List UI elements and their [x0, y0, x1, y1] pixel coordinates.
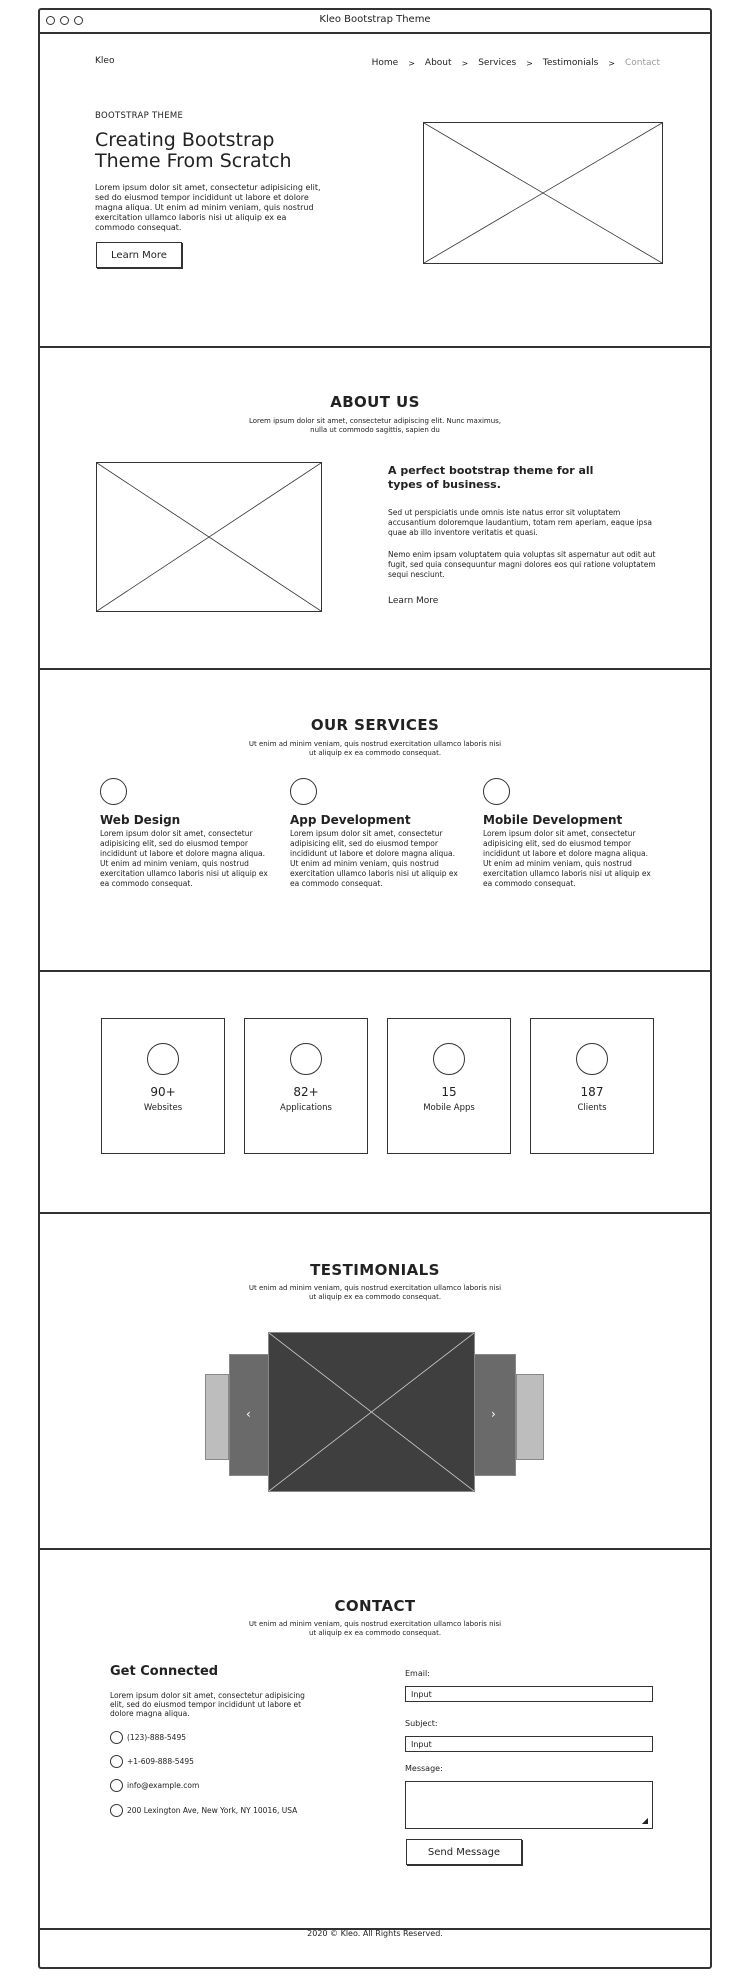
send-message-button[interactable]: Send Message [406, 1839, 522, 1865]
hero-title: Creating Bootstrap Theme From Scratch [95, 129, 292, 172]
stat-icon [433, 1043, 465, 1075]
nav-separator: > [461, 58, 469, 68]
service-web-design [100, 778, 280, 889]
window-titlebar [40, 10, 710, 34]
about-subtitle [40, 417, 710, 435]
chevron-left-icon[interactable]: ‹ [246, 1407, 251, 1421]
stat-value: 187 [580, 1085, 604, 1099]
about-heading: A perfect bootstrap theme for all types of business. [388, 464, 594, 491]
testimonials-subtitle [40, 1284, 710, 1302]
contact-subtitle [40, 1620, 710, 1638]
service-icon [290, 778, 317, 805]
phone-icon [110, 1755, 123, 1768]
stat-label: Applications [280, 1103, 332, 1113]
service-icon [483, 778, 510, 805]
contact-detail: (123)-888-5495 [127, 1733, 186, 1742]
about-title: ABOUT US [330, 393, 420, 411]
stat-label: Mobile Apps [423, 1103, 475, 1113]
testimonials-subtitle-text: Ut enim ad minim veniam, quis nostrud exercitation ullamco laboris nisi ut aliquip ex ea commodo consequat. [248, 1284, 502, 1301]
main-nav [372, 58, 660, 68]
contact-phone-2 [110, 1755, 194, 1768]
service-text: Lorem ipsum dolor sit amet, consectetur adipisicing elit, sed do eiusmod tempor incididunt ut labore et dolore magna aliqua. Ut enim ad minim veniam, quis nostrud exercitation ullamco laboris nisi ut aliquip ex ea commodo consequat. [483, 829, 651, 888]
carousel-prev-slide[interactable] [229, 1354, 269, 1476]
contact-email [110, 1779, 199, 1792]
phone-icon [110, 1731, 123, 1744]
mail-icon [110, 1779, 123, 1792]
email-label: Email: [405, 1669, 430, 1678]
contact-title: CONTACT [334, 1597, 416, 1615]
hero-eyebrow: BOOTSTRAP THEME [95, 111, 184, 121]
footer-copyright: 2020 © Kleo. All Rights Reserved. [307, 1929, 443, 1938]
nav-item-services[interactable]: Services [478, 58, 517, 68]
hero-image-placeholder [423, 122, 663, 264]
hero-text: Lorem ipsum dolor sit amet, consectetur adipisicing elit, sed do eiusmod tempor incididunt ut labore et dolore magna aliqua. Ut enim ad minim veniam, quis nostrud exercitation ullamco laboris nisi ut aliquip ex ea commodo consequat. [95, 183, 321, 232]
testimonials-section [40, 1214, 710, 1550]
service-text: Lorem ipsum dolor sit amet, consectetur adipisicing elit, sed do eiusmod tempor incididunt ut labore et dolore magna aliqua. Ut enim ad minim veniam, quis nostrud exercitation ullamco laboris nisi ut aliquip ex ea commodo consequat. [100, 829, 268, 888]
browser-window [38, 8, 712, 1969]
get-connected-title: Get Connected [110, 1664, 219, 1679]
message-label: Message: [405, 1764, 443, 1773]
carousel-card-far-left [205, 1374, 229, 1460]
stat-card-applications [244, 1018, 368, 1154]
stat-card-mobile-apps [387, 1018, 511, 1154]
brand-logo[interactable]: Kleo [95, 56, 115, 66]
stat-card-websites [101, 1018, 225, 1154]
nav-separator: > [526, 58, 533, 68]
carousel-card-far-right [516, 1374, 544, 1460]
service-title: Web Design [100, 813, 181, 827]
contact-address [110, 1804, 297, 1817]
stat-icon [576, 1043, 608, 1075]
testimonials-title: TESTIMONIALS [310, 1261, 440, 1279]
learn-more-button[interactable]: Learn More [96, 242, 182, 268]
services-subtitle-text: Ut enim ad minim veniam, quis nostrud exercitation ullamco laboris nisi ut aliquip ex ea commodo consequat. [248, 740, 502, 757]
services-subtitle [40, 740, 710, 758]
subject-label: Subject: [405, 1719, 438, 1728]
stat-value: 15 [441, 1085, 457, 1099]
nav-separator: > [408, 58, 415, 68]
nav-item-testimonials[interactable]: Testimonials [542, 58, 599, 68]
hero-section [40, 34, 710, 348]
resize-handle-icon[interactable]: ◢ [641, 1816, 648, 1825]
about-paragraph-1: Sed ut perspiciatis unde omnis iste natus error sit voluptatem accusantium doloremque laudantium, totam rem aperiam, eaque ipsa quae ab illo inventore veritatis et quasi. [388, 508, 652, 537]
about-subtitle-text: Lorem ipsum dolor sit amet, consectetur adipiscing elit. Nunc maximus, nulla ut commodo sagittis, sapien du [248, 417, 502, 434]
service-app-development [290, 778, 470, 889]
services-title: OUR SERVICES [310, 716, 440, 734]
contact-phone-1 [110, 1731, 186, 1744]
about-section [40, 348, 710, 670]
stat-icon [290, 1043, 322, 1075]
service-text: Lorem ipsum dolor sit amet, consectetur adipisicing elit, sed do eiusmod tempor incididunt ut labore et dolore magna aliqua. Ut enim ad minim veniam, quis nostrud exercitation ullamco laboris nisi ut aliquip ex ea commodo consequat. [290, 829, 458, 888]
about-image-placeholder [96, 462, 322, 612]
contact-detail: 200 Lexington Ave, New York, NY 10016, USA [127, 1806, 298, 1815]
carousel-next-slide[interactable] [474, 1354, 516, 1476]
message-textarea[interactable] [405, 1781, 653, 1829]
stat-value: 90+ [150, 1085, 176, 1099]
service-title: Mobile Development [483, 813, 623, 827]
stat-label: Clients [577, 1103, 607, 1113]
stat-icon [147, 1043, 179, 1075]
nav-separator: > [608, 58, 615, 68]
location-icon [110, 1804, 123, 1817]
stat-card-clients [530, 1018, 654, 1154]
window-title: Kleo Bootstrap Theme [319, 14, 431, 25]
stat-label: Websites [143, 1103, 183, 1113]
service-mobile-development [483, 778, 663, 889]
contact-detail[interactable]: info@example.com [127, 1781, 200, 1790]
service-icon [100, 778, 127, 805]
stat-value: 82+ [293, 1085, 319, 1099]
service-title: App Development [290, 813, 411, 827]
about-paragraph-2: Nemo enim ipsam voluptatem quia voluptas sit aspernatur aut odit aut fugit, sed quia consequuntur magni dolores eos qui ratione voluptatem sequi nesciunt. [388, 550, 656, 579]
about-learn-more-link[interactable]: Learn More [388, 596, 439, 606]
nav-item-contact[interactable]: Contact [624, 58, 660, 68]
nav-item-home[interactable]: Home [371, 58, 399, 68]
chevron-right-icon[interactable]: › [491, 1407, 496, 1421]
contact-detail: +1-609-888-5495 [127, 1757, 194, 1766]
email-input[interactable]: Input [405, 1686, 653, 1702]
contact-subtitle-text: Ut enim ad minim veniam, quis nostrud exercitation ullamco laboris nisi ut aliquip ex ea commodo consequat. [248, 1620, 502, 1637]
nav-item-about[interactable]: About [424, 58, 452, 68]
carousel-main-slide [268, 1332, 475, 1492]
subject-input[interactable]: Input [405, 1736, 653, 1752]
get-connected-text: Lorem ipsum dolor sit amet, consectetur adipisicing elit, sed do eiusmod tempor incididunt ut labore et dolore magna aliqua. [110, 1691, 305, 1718]
